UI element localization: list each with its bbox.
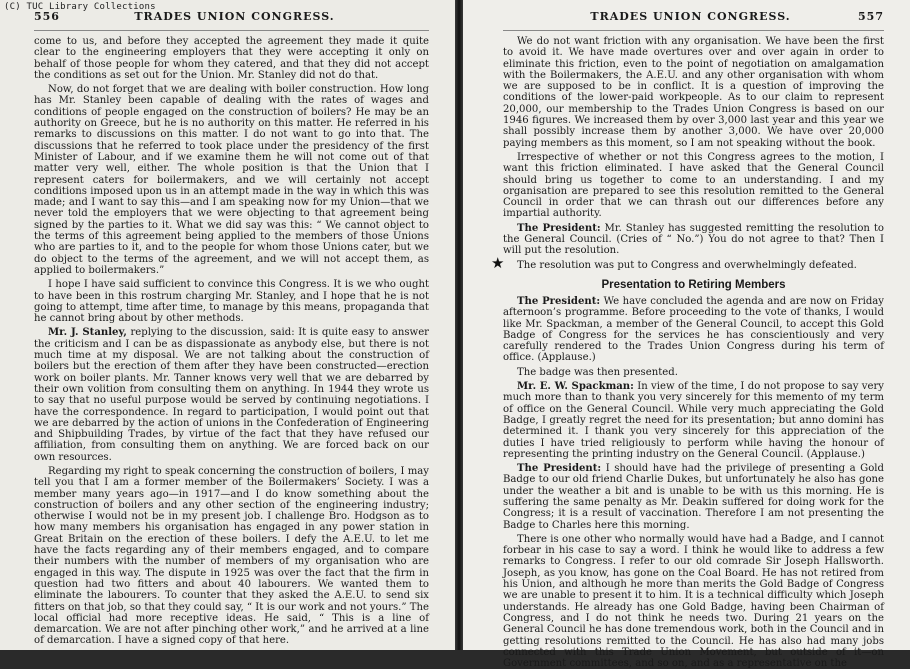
right-page (463, 0, 910, 669)
paragraph-text: Mr. Stanley has suggested remitting the resolution to the General Council. (Cries of “ No.”) You do not agree to that? Then I will put the resolution. (503, 222, 885, 257)
paragraph (503, 367, 884, 378)
paragraph-text: come to us, and before they accepted the agreement they made it quite clear to the engineering employers that they were accepting it only on behalf of those people for whom they catered, and that they did not accept the conditions as set out for the Union. Mr. Stanley did not do that. (34, 36, 429, 81)
paragraph (34, 84, 429, 276)
paragraph-text: replying to the discussion, said: It is quite easy to answer the criticism and I can be as dispassionate as anybody else, but there is not much time at my disposal. We are not talking about the construction of boilers but the erection of them after they have been constructed—erection work on boiler plants. Mr. Tanner knows very well that we are debarred by their own volition from consulting them on anything. In 1944 they wrote us to say that no useful purpose would be served by continuing negotiations. I have the correspondence. In regard to participation, I would point out that we are debarred by the action of unions in the Confederation of Engineering and Shipbuilding Trades, by virtue of the fact that they have refused our affiliation, from consulting them on anything. We are forced back on our own resources. (34, 327, 429, 463)
speaker-name: The President: (517, 222, 601, 234)
paragraph (34, 466, 429, 647)
paragraph (34, 327, 429, 463)
paragraph (34, 36, 429, 81)
paragraph-text: In view of the time, I do not propose to say very much more than to thank you very sincerely for this memento of my term of office on the General Council. While very much appreciating the Gold Badge, I greatly regret the need for its presentation; but anno domini has determined it. I thank you very sincerely for this appreciation of the duties I have tried religiously to perform while having the honour of representing the printing industry on the General Council. (Applause.) (503, 381, 884, 460)
star-icon: ★ (491, 253, 505, 272)
speaker-name: The President: (517, 463, 602, 475)
resolution-result-line (491, 253, 884, 272)
paragraph-text: The badge was then presented. (517, 366, 678, 378)
right-page-number: 557 (858, 10, 884, 23)
right-running-head (503, 10, 884, 31)
left-page-number: 556 (34, 10, 60, 23)
paragraph (503, 463, 884, 531)
speaker-name: The President: (517, 295, 601, 307)
section-heading: Presentation to Retiring Members (601, 278, 786, 291)
right-page-header: TRADES UNION CONGRESS. (590, 10, 791, 23)
left-running-head (34, 10, 429, 31)
resolution-result-text: The resolution was put to Congress and overwhelmingly defeated. (517, 259, 857, 271)
paragraph (503, 223, 884, 257)
paragraph-text: Irrespective of whether or not this Congress agrees to the motion, I want this friction eliminated. I have asked that the General Council should bring us together to come to an understanding. I and my organisation are prepared to see this resolution remitted to the General Council in order that we can thrash out our differences before any impartial authority. (503, 151, 884, 220)
paragraph-text: We do not want friction with any organisation. We have been the first to avoid it. We have made overtures over and over again in order to eliminate this friction, even to the point of negotiation on amalgamation with the Boilermakers, the A.E.U. and any other organisation with whom we are supposed to be in conflict. It is a question of improving the conditions of the lower-paid workpeople. As to our claim to represent 20,000, our membership to the Trades Union Congress is based on our 1946 figures. We increased them by over 3,000 last year and this year we shall possibly increase them by another 3,000. We have over 20,000 paying members as this moment, so I am not speaking without the book. (503, 36, 884, 149)
paragraph (503, 36, 884, 149)
paragraph-text: Regarding my right to speak concerning the construction of boilers, I may tell you that I am a former member of the Boilermakers’ Society. I was a member many years ago—in 1917—and I do know something about the construction of boilers and any other section of the engineering industry; otherwise I would not be in my present job. I challenge Bro. Hodgson as to how many members his organisation has engaged in any power station in Great Britain on the erection of these boilers. I defy the A.E.U. to let me have the facts regarding any of their members engaged, and to compare their numbers with the number of members of my organisation who are engaged in this way. The dispute in 1925 was over the fact that the firm in question had two fitters and about 40 labourers. We wanted them to eliminate the labourers. To counter that they asked the A.E.U. to send six fitters on that job, so that they could say, “ It is our work and not yours.” The local official had more receptive ideas. He said, “ This is a line of demarcation. We are not after pinching other work,” and he arrived at a line of demarcation. I have a signed copy of that here. (34, 465, 429, 647)
book-gutter (455, 0, 463, 650)
paragraph (34, 279, 429, 324)
paragraph-text: I hope I have said sufficient to convince this Congress. It is we who ought to have been in this rostrum charging Mr. Stanley, and I hope that he is not going to attempt, time after time, to manage by this means, propaganda that he cannot bring about by other methods. (34, 279, 429, 325)
left-page-body (34, 36, 429, 647)
right-page-body-bottom (503, 296, 884, 669)
paragraph (503, 296, 884, 364)
paragraph-text: Now, do not forget that we are dealing with boiler construction. How long has Mr. Stanley been capable of dealing with the rates of wages and conditions of people engaged on the construction of boilers? He may be an authority on Greece, but he is no authority on this matter. He referred in his remarks to discussions on this matter. I do not want to go into that. The discussions that he referred to took place under the presidency of the first Minister of Labour, and if we examine them he will not come out of that matter very well, either. The whole position is that the Union that I represent caters for boilermakers, and we will certainly not accept conditions imposed upon us in an attempt made in the way in which this was made; and I want to say this—and I am speaking now for my Union—that we never told the employers that we were objecting to that agreement being signed by the parties to it. What we did say was this: “ We cannot object to the terms of this agreement being applied to the members of those Unions who are parties to it, and to the people for whom those Unions cater, but we do object to the terms of the agreement, and we will not accept them, as applied to boilermakers.” (34, 84, 429, 276)
left-page (0, 0, 455, 650)
paragraph (503, 534, 884, 669)
paragraph (503, 381, 884, 460)
right-page-body-top (503, 36, 884, 257)
speaker-name: Mr. J. Stanley, (48, 327, 127, 339)
speaker-name: Mr. E. W. Spackman: (517, 381, 634, 393)
copyright-watermark: (C) TUC Library Collections (4, 2, 156, 12)
paragraph-text: There is one other who normally would have had a Badge, and I cannot forbear in his case to say a word. I think he would like to address a few remarks to Congress. I refer to our old comrade Sir Joseph Hallsworth. Joseph, as you know, has gone on the Coal Board. He has not retired from his Union, and although he more than merits the Gold Badge of Congress we are unable to present it to him. It is a technical difficulty which Joseph understands. He already has one Gold Badge, having been Chairman of Congress, and I do not think he needs two. During 21 years on the General Council he has done tremendous work, both in the Council and in getting resolutions remitted to the Council. He has also had many jobs connected with this Trade Union Movement, but outside of it—on Government committees, and so on, and as a representative on the (503, 533, 884, 669)
left-page-header: TRADES UNION CONGRESS. (134, 10, 335, 23)
paragraph-text: We have concluded the agenda and are now on Friday afternoon’s programme. Before proceeding to the vote of thanks, I would like Mr. Spackman, a member of the General Council, to accept this Gold Badge of Congress for the services he has conscientiously and very carefully rendered to the Trades Union Congress during his term of office. (Applause.) (503, 295, 885, 364)
paragraph-text: I should have had the privilege of presenting a Gold Badge to our old friend Charlie Dukes, but unfortunately he also has gone under the weather a bit and is unable to be with us this morning. He is suffering the same penalty as Mr. Deakin suffered for doing work for the Congress; it is a result of vaccination. Therefore I am not presenting the Badge to Charles here this morning. (503, 463, 884, 531)
paragraph (503, 152, 884, 220)
